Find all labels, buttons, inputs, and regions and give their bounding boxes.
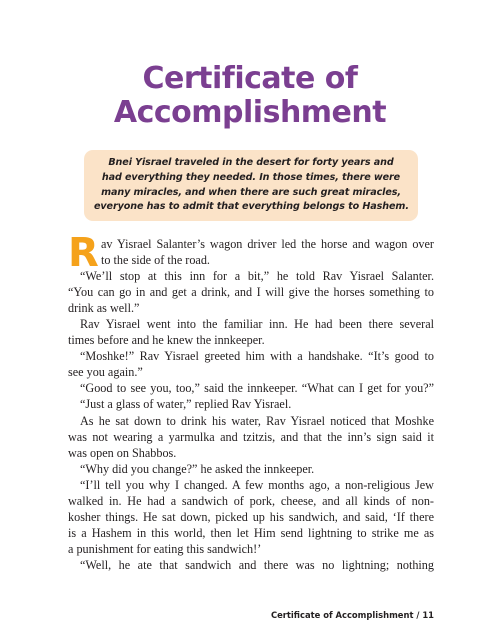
callout-line: many miracles, and when there are such great miracles, [101, 186, 401, 198]
title-line-2: Accomplishment [113, 95, 387, 130]
story-line: Rav Yisrael went into the familiar inn. He had been there several [80, 317, 434, 332]
story-line: As he sat down to drink his water, Rav Yisrael noticed that Moshke [80, 413, 434, 428]
page-footer: Certificate of Accomplishment / 11 [270, 610, 434, 620]
callout-line: had everything they needed. In those times, there were [101, 171, 401, 183]
story-line: drink as well.” [68, 301, 140, 316]
story-line: a punishment for eating this sandwich!’ [68, 541, 262, 556]
callout-line: everyone has to admit that everything belongs to Hashem. [94, 201, 409, 213]
story-line: “Moshke!” Rav Yisrael greeted him with a handshake. “It’s good to [80, 349, 434, 364]
drop-cap: R [68, 230, 99, 276]
story-line: av Yisrael Salanter’s wagon driver led the horse and wagon over [101, 237, 434, 251]
story-line: times before and he knew the innkeeper. [68, 333, 265, 348]
story-line: “Why did you change?” he asked the innkeeper. [80, 461, 315, 476]
story-line: was not wearing a yarmulka and tzitzis, and that the inn’s sign said it [68, 429, 434, 444]
story-line: “You can go in and get a drink, and I will give the horses something to [68, 285, 434, 300]
story-line: “We’ll stop at this inn for a bit,” he told Rav Yisrael Salanter. [80, 269, 434, 284]
page-title [0, 62, 500, 130]
story-line: is a Hashem in this world, then let Him send lightning to strike me as [68, 525, 434, 540]
story-line: “Well, he ate that sandwich and there was no lightning; nothing [80, 557, 434, 572]
story-line: kosher things. He sat down, picked up his sandwich, and said, ‘If there [68, 509, 434, 524]
story-line: was open on Shabbos. [68, 445, 177, 460]
story-line: see you again.” [68, 365, 143, 380]
story-line: to the side of the road. [101, 253, 210, 268]
intro-callout-box [84, 150, 418, 221]
title-line-1: Certificate of [142, 61, 358, 96]
story-line: “I’ll tell you why I changed. A few months ago, a non-religious Jew [80, 477, 434, 492]
story-line: walked in. He had a sandwich of pork, cheese, and all kinds of non- [68, 493, 434, 508]
story-line: “Just a glass of water,” replied Rav Yisrael. [80, 397, 292, 412]
callout-line: Bnei Yisrael traveled in the desert for forty years and [108, 157, 394, 168]
story-line: “Good to see you, too,” said the innkeeper. “What can I get for you?” [80, 381, 434, 396]
story-body [68, 230, 434, 573]
